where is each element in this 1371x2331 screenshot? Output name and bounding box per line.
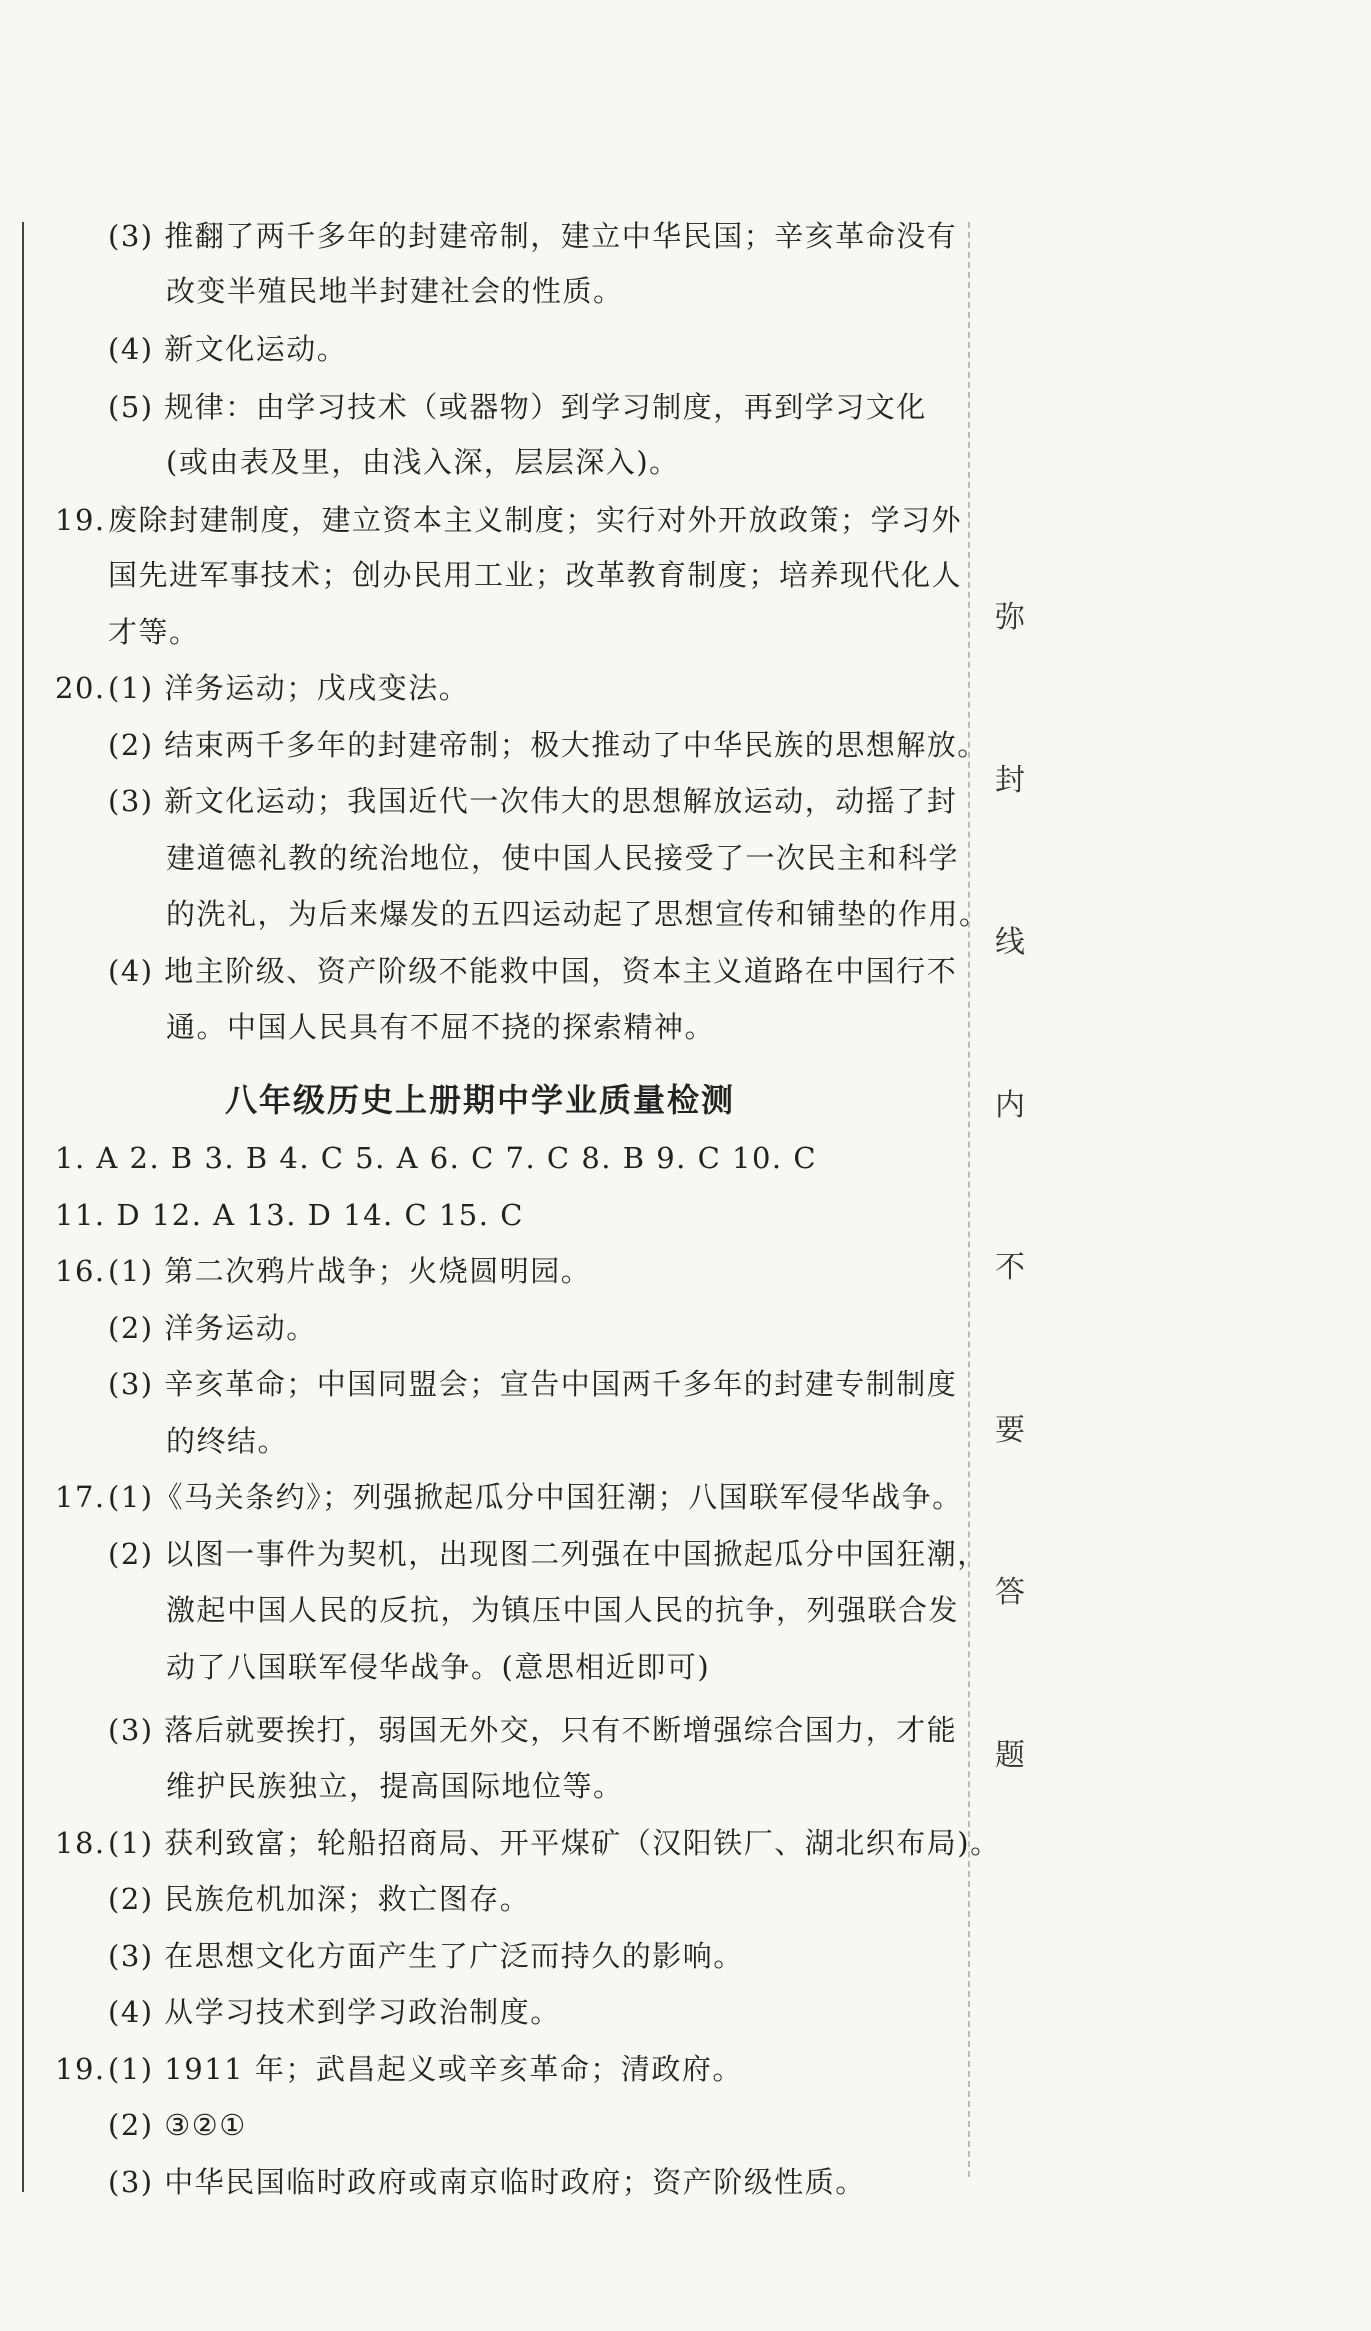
answer-line: (3) 新文化运动；我国近代一次伟大的思想解放运动，动摇了封 [108,784,958,818]
answer-line: (3) 辛亥革命；中国同盟会；宣告中国两千多年的封建专制制度 [108,1367,958,1401]
seal-dashed-line [968,222,970,2177]
answer-line: (3) 在思想文化方面产生了广泛而持久的影响。 [108,1939,744,1973]
answer-line: 建道德礼教的统治地位，使中国人民接受了一次民主和科学 [166,841,960,875]
answer-line: 通。中国人民具有不屈不挠的探索精神。 [166,1010,716,1044]
seal-char: 内 [995,1088,1025,1123]
answer-line: 激起中国人民的反抗，为镇压中国人民的抗争，列强联合发 [166,1593,960,1627]
answer-line: (2) 以图一事件为契机，出现图二列强在中国掀起瓜分中国狂潮， [108,1537,988,1571]
answer-line: (1) 第二次鸦片战争；火烧圆明园。 [108,1254,592,1288]
question-number: 16. [55,1254,106,1288]
section-title: 八年级历史上册期中学业质量检测 [224,1081,735,1119]
answer-line: (3) 中华民国临时政府或南京临时政府；资产阶级性质。 [108,2165,866,2199]
answer-line: (1) 洋务运动；戊戌变法。 [108,671,470,705]
answer-line: 的终结。 [166,1424,289,1458]
answer-line: (5) 规律：由学习技术（或器物）到学习制度，再到学习文化 [108,390,927,424]
answer-line: (2) ③②① [108,2108,247,2142]
question-number: 20. [55,671,106,705]
answer-line: (1)《马关条约》；列强掀起瓜分中国狂潮；八国联军侵华战争。 [108,1480,963,1514]
answer-line: 国先进军事技术；创办民用工业；改革教育制度；培养现代化人 [108,558,963,592]
choice-answers: 1. A 2. B 3. B 4. C 5. A 6. C 7. C 8. B 9. C 10. C [55,1141,818,1175]
question-number: 18. [55,1826,106,1860]
answer-line: (1) 获利致富；轮船招商局、开平煤矿（汉阳铁厂、湖北织布局)。 [108,1826,1001,1860]
seal-char: 弥 [995,600,1025,635]
answer-line: (1) 1911 年；武昌起义或辛亥革命；清政府。 [108,2052,743,2086]
answer-line: (4) 新文化运动。 [108,332,348,366]
answer-line: (2) 民族危机加深；救亡图存。 [108,1882,531,1916]
answer-line: 维护民族独立，提高国际地位等。 [166,1769,624,1803]
choice-answers: 11. D 12. A 13. D 14. C 15. C [55,1198,524,1232]
seal-char: 答 [995,1575,1025,1610]
answer-line: 才等。 [108,615,200,649]
seal-char: 线 [995,925,1025,960]
answer-line: (4) 地主阶级、资产阶级不能救中国，资本主义道路在中国行不 [108,954,958,988]
answer-line: (2) 结束两千多年的封建帝制；极大推动了中华民族的思想解放。 [108,728,988,762]
seal-char: 不 [995,1250,1025,1285]
seal-char: 题 [995,1738,1025,1773]
answer-line: 废除封建制度，建立资本主义制度；实行对外开放政策；学习外 [108,503,963,537]
seal-char: 要 [995,1413,1025,1448]
answer-line: (3) 落后就要挨打，弱国无外交，只有不断增强综合国力，才能 [108,1713,958,1747]
answer-line: (3) 推翻了两千多年的封建帝制，建立中华民国；辛亥革命没有 [108,219,958,253]
seal-char: 封 [995,763,1025,798]
answer-line: 动了八国联军侵华战争。(意思相近即可) [166,1650,711,1684]
answer-line: 改变半殖民地半封建社会的性质。 [166,274,624,308]
answer-line: 的洗礼，为后来爆发的五四运动起了思想宣传和铺垫的作用。 [166,897,990,931]
answer-line: (2) 洋务运动。 [108,1311,317,1345]
question-number: 19. [55,2052,106,2086]
answer-line: (或由表及里，由浅入深，层层深入)。 [166,445,680,479]
binding-line [22,222,24,2192]
answer-line: (4) 从学习技术到学习政治制度。 [108,1995,561,2029]
question-number: 19. [55,503,106,537]
question-number: 17. [55,1480,106,1514]
